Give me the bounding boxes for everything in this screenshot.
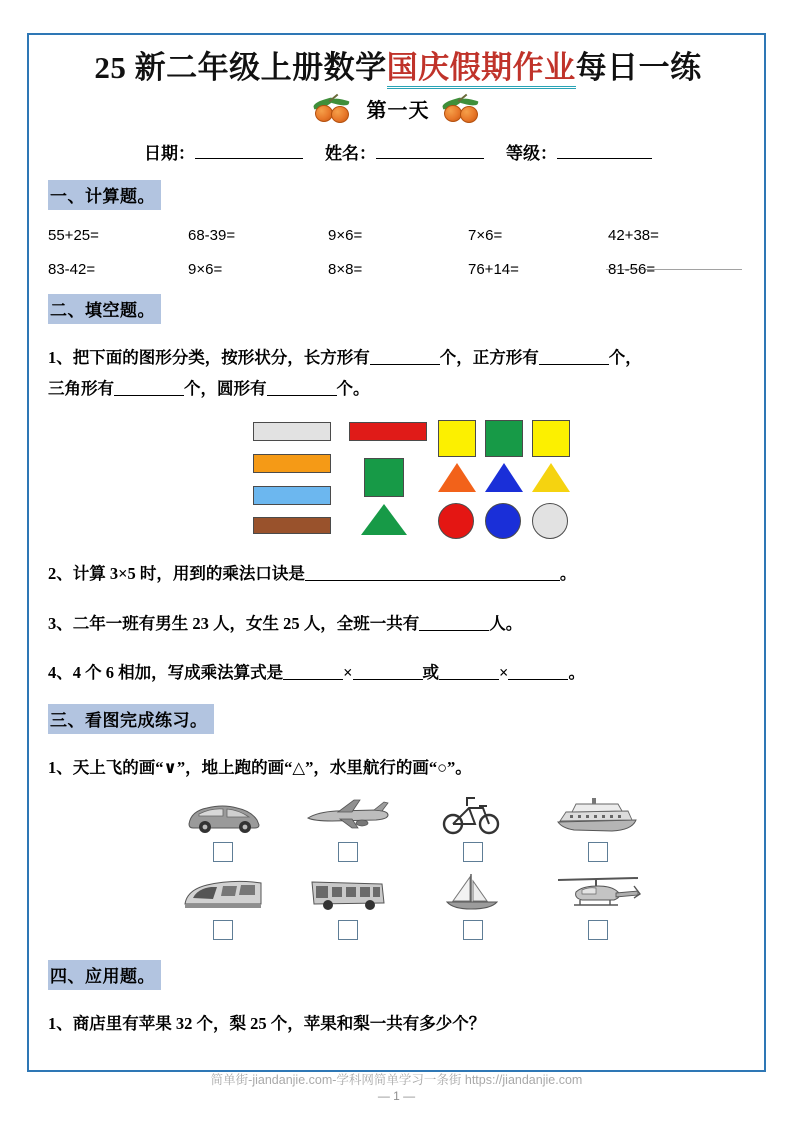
fill-q3-text-a: 3、二年一班有男生 23 人，女生 25 人，全班一共有 [48,613,420,633]
calculation-row-1 [48,227,748,244]
footer [0,1070,793,1103]
vehicle-cell-airplane [285,794,410,862]
fill-q1-text-c: 个， [608,347,642,367]
student-info-row [48,139,748,164]
triangle-blue [485,463,523,492]
rectangle-brown [253,517,331,534]
calc-item[interactable]: 42+38= [608,226,659,244]
fill-blank[interactable] [283,665,343,680]
fill-blank[interactable] [353,665,423,680]
rectangle-red [349,422,427,441]
calc-item[interactable]: 83-42= [48,260,96,278]
fill-blank[interactable] [114,381,184,396]
shapes-classification-figure [253,418,553,540]
date-input[interactable] [195,143,303,159]
vehicle-cell-helicopter [535,872,660,940]
fill-question-1 [48,342,748,405]
section-heading-four: 四、应用题。 [48,960,161,990]
calc-item[interactable]: 81-56= [608,261,748,278]
persimmon-icon-left [311,95,357,121]
answer-box[interactable] [588,842,608,862]
circle-red [438,503,474,539]
fill-question-3 [48,608,748,639]
answer-box[interactable] [338,842,358,862]
helicopter-icon [552,872,644,914]
footer-watermark: 简单街-jiandanjie.com-学科网简单学习一条街 https://jiandanjie.com [210,1073,583,1087]
rectangle-orange [253,454,331,473]
cruise-ship-icon [552,794,644,836]
vehicle-row-2 [48,872,748,940]
name-label: 姓名： [325,143,376,163]
triangle-green [361,504,407,535]
vehicle-cell-sailboat [410,872,535,940]
fill-blank[interactable] [439,665,499,680]
calc-item[interactable]: 76+14= [468,260,519,278]
fill-q4-text-c: 或 [422,663,440,683]
fill-q4-text-e: 。 [568,663,585,683]
calc-item[interactable]: 9×6= [328,226,363,244]
section-heading-two: 二、填空题。 [48,294,161,324]
train-icon [177,872,269,914]
fill-q1-text-d: 三角形有 [48,378,114,398]
fill-q1-text-f: 个。 [336,378,370,398]
bicycle-icon [427,794,519,836]
triangle-yellow [532,463,570,492]
word-problem-1: 1、商店里有苹果 32 个，梨 25 个，苹果和梨一共有多少个？ [48,1013,486,1033]
name-input[interactable] [376,143,484,159]
fill-blank[interactable] [305,566,560,581]
section-heading-three: 三、看图完成练习。 [48,704,214,734]
fill-question-4 [48,657,748,688]
title-highlight: 国庆假期作业 [387,50,576,89]
calc-item[interactable]: 55+25= [48,226,99,244]
answer-box[interactable] [588,920,608,940]
fill-q1-text-e: 个，圆形有 [184,378,267,398]
sailboat-icon [427,872,519,914]
circle-blue [485,503,521,539]
calc-item[interactable]: 9×6= [188,260,223,278]
fill-q2-text-b: 。 [559,564,577,584]
picture-exercise-instruction: 1、天上飞的画“∨”，地上跑的画“△”，水里航行的画“○”。 [48,758,472,778]
fill-q4-text-d: × [499,663,509,683]
square-yellow-2 [532,420,570,457]
rectangle-lightblue [253,486,331,505]
fill-blank[interactable] [539,350,609,365]
vehicle-row-1 [48,794,748,862]
bus-icon [302,872,394,914]
vehicle-cell-car [160,794,285,862]
square-green-2 [485,420,523,457]
fill-question-2 [48,558,748,589]
calc-item[interactable]: 68-39= [188,226,236,244]
title-suffix: 每日一练 [575,50,702,85]
grade-input[interactable] [557,143,652,159]
fill-blank[interactable] [508,665,568,680]
page-title [48,50,748,86]
date-label: 日期： [144,143,195,163]
title-prefix: 25 新二年级上册数学 [94,50,387,85]
rectangle-gray [253,422,331,441]
answer-box[interactable] [463,842,483,862]
grade-field-group [506,139,652,164]
fill-blank[interactable] [419,616,489,631]
fill-q2-text-a: 2、计算 3×5 时，用到的乘法口诀是 [48,564,305,584]
answer-box[interactable] [338,920,358,940]
persimmon-icon-right [440,95,486,121]
worksheet-content [48,50,748,1039]
circle-white [532,503,568,539]
fill-blank[interactable] [267,381,337,396]
fill-blank[interactable] [370,350,440,365]
day-label-row [48,94,748,123]
page-number: — 1 — [377,1089,416,1103]
fill-q4-text-a: 4、4 个 6 相加，写成乘法算式是 [48,663,284,683]
calculation-row-2 [48,261,748,278]
square-green [364,458,404,497]
section-heading-one: 一、计算题。 [48,180,161,210]
car-icon [177,794,269,836]
vehicle-cell-bicycle [410,794,535,862]
airplane-icon [302,794,394,836]
calc-item[interactable]: 8×8= [328,260,363,278]
day-label: 第一天 [366,99,430,122]
vehicle-cell-bus [285,872,410,940]
grade-label: 等级： [506,143,557,163]
calc-item[interactable]: 7×6= [468,226,503,244]
fill-q1-text-b: 个，正方形有 [439,347,539,367]
vehicle-cell-train [160,872,285,940]
answer-box[interactable] [463,920,483,940]
square-yellow-1 [438,420,476,457]
answer-box[interactable] [213,920,233,940]
fill-q3-text-b: 人。 [489,613,523,633]
date-field-group [144,139,303,164]
name-field-group [325,139,484,164]
triangle-orange [438,463,476,492]
answer-box[interactable] [213,842,233,862]
vehicle-cell-cruise-ship [535,794,660,862]
fill-q4-text-b: × [343,663,353,683]
fill-q1-text-a: 1、把下面的图形分类，按形状分，长方形有 [48,347,370,367]
